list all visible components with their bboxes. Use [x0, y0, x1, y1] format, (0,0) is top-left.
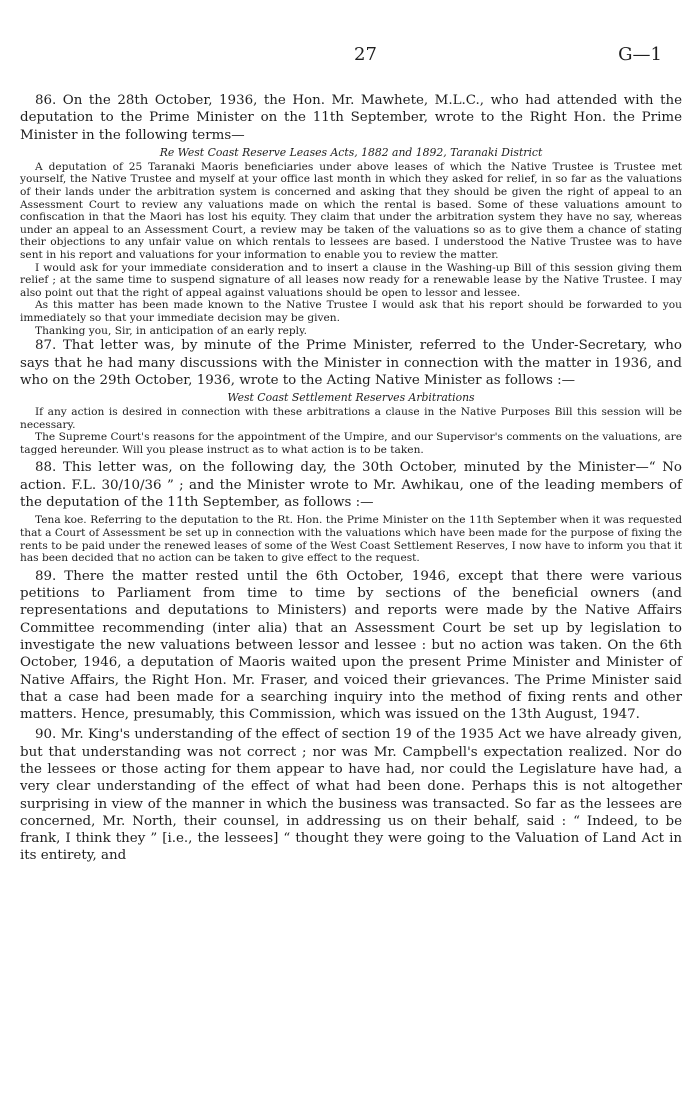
letter-88-para-1: Tena koe. Referring to the deputation to the Rt. Hon. the Prime Minister on the 11th September when it was requested that a Court of Assessment be set up in connection with the valuations which have been made for the purpose of fixing the rents to be paid under the renewed leases of some of the West Coast Settlement Reserves, I now have to inform you that it has been decided that no action can be taken to give effect to the request. [20, 514, 682, 565]
letter-87-para-2: The Supreme Court's reasons for the appointment of the Umpire, and our Supervisor's comments on the valuations, are tagged hereunder. Will you please instruct as to what action is to be taken. [20, 431, 682, 456]
letter-86-para-2: I would ask for your immediate consideration and to insert a clause in the Washing-up Bill of this session giving them relief ; at the same time to suspend signature of all leases now ready for a renewable lease by the Native Trustee. I may also point out that the right of appeal against valuations should be open to lessor and lessee. [20, 261, 682, 299]
paragraph-87: 87. That letter was, by minute of the Prime Minister, referred to the Under-Secretary, who says that he had many discussions with the Minister in connection with the matter in 1936, and who on the 29th October, 1936, wrote to the Acting Native Minister as follows :— [20, 338, 682, 388]
paragraph-88: 88. This letter was, on the following day, the 30th October, minuted by the Minister—“ No action. F.L. 30/10/36 ” ; and the Minister wrote to Mr. Awhikau, one of the leading members of the deputation of the 11th September, as follows :— [20, 460, 682, 511]
paragraph-89: 89. There the matter rested until the 6th October, 1946, except that there were various petitions to Parliament from time to time by sections of the beneficial owners (and representations and deputations to Ministers) and reports were made by the Native Affairs Committee recommending (inter alia) that an Assessment Court be set up by legislation to investigate the new valuations between lessor and lessee : but no action was taken. On the 6th October, 1946, a deputation of Maoris waited upon the present Prime Minister and Minister of Native Affairs, the Right Hon. Mr. Fraser, and voiced their grievances. The Prime Minister said that a case had been made for a searching inquiry into the method of fixing rents and other matters. Hence, presumably, this Commission, which was issued on the 13th August, 1947. [20, 568, 682, 723]
page-header [20, 0, 682, 65]
document-reference: G—1 [618, 44, 662, 65]
letter-86-para-1: A deputation of 25 Taranaki Maoris beneficiaries under above leases of which the Native Trustee is Trustee met yourself, the Native Trustee and myself at your office last month in which they asked for relief, in so far as the valuations of their lands under the arbitration system is concerned and asking that they should be given the right of appeal to an Assessment Court to review any valuations made on which the rental is based. Some of these valuations amount to confiscation in that the Maori has lost his equity. They claim that under the arbitration system they have no say, whereas under an appeal to an Assessment Court, a review may be taken of the valuations so as to give them a chance of stating their objections to any unfair value on which rentals to lessees are based. I understood the Native Trustee was to have sent in his report and valuations for your information to enable you to review the matter. [20, 160, 682, 262]
letter-87-para-1: If any action is desired in connection with these arbitrations a clause in the Native Purposes Bill this session will be necessary. [20, 406, 682, 431]
paragraph-90: 90. Mr. King's understanding of the effect of section 19 of the 1935 Act we have already given, but that understanding was not correct ; nor was Mr. Campbell's expectation realized. Nor do the lessees or those acting for them appear to have had, nor could the Legislature have had, a very clear understanding of the effect of what had been done. Perhaps this is not altogether surprising in view of the manner in which the business was transacted. So far as the lessees are concerned, Mr. North, their counsel, in addressing us on their behalf, said : “ Indeed, to be frank, I think they ” [i.e., the lessees] “ thought they were going to the Valuation of Land Act in its entirety, and [20, 727, 682, 864]
letter-heading-west-coast-reserve-leases: Re West Coast Reserve Leases Acts, 1882 and 1892, Taranaki District [159, 145, 543, 159]
letter-heading-settlement-reserves-arbitrations: West Coast Settlement Reserves Arbitrations [227, 391, 475, 405]
paragraph-86: 86. On the 28th October, 1936, the Hon. Mr. Mawhete, M.L.C., who had attended with the deputation to the Prime Minister on the 11th September, wrote to the Right Hon. the Prime Minister in the following terms— [20, 93, 682, 143]
letter-86-para-4: Thanking you, Sir, in anticipation of an early reply. [35, 324, 308, 337]
page-number: 27 [354, 44, 377, 65]
letter-86-para-3: As this matter has been made known to the Native Trustee I would ask that his report should be forwarded to you immediately so that your immediate decision may be given. [20, 299, 682, 325]
